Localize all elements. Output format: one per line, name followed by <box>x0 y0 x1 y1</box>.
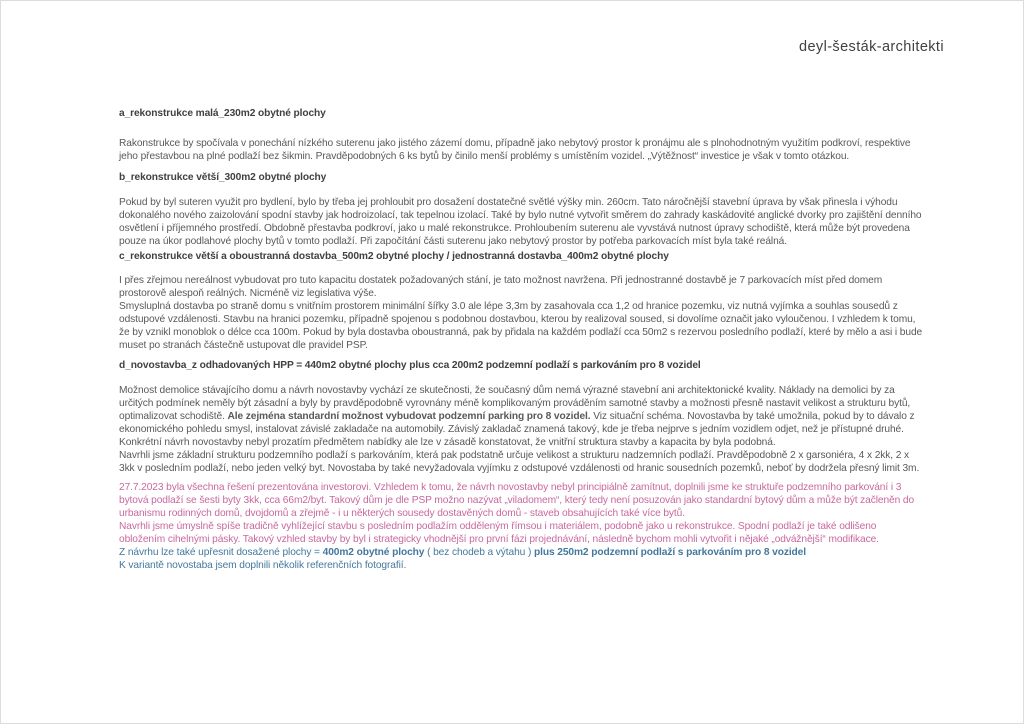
section-d-paragraph-1 <box>119 384 923 449</box>
summary-living-area-highlight: 400m2 obytné plochy <box>322 547 425 558</box>
section-b-paragraph: Pokud by byl suteren využit pro bydlení, bylo by třeba jej prohloubit pro dosažení dostatečné světlé výšky min. 260cm. Tato náročnější stavební úprava by však přinesla i výhodu dokonalého nového zaizolování spodní stavby jak hodroizolací, tak tepelnou izolací. Také by bylo nutné vytvořit směrem do zahrady kaskádovité anglické dvorky pro zajištění denního osvětlení i příjemného prostředí. Obdobně přestavba podkroví, jako u malé rekonstrukce. Prohloubením suterenu ale vyvstává nutnost úpravy schodiště, která může být provedena pouze na úkor podlahové plochy bytů v tomto podlaží. Při započítání části suterenu jako nebytový prostor by potřeba parkovacích míst byla také reálná. <box>119 197 922 247</box>
section-b-heading: b_rekonstrukce větší_300m2 obytné plochy <box>119 172 327 183</box>
section-c-paragraph-1: I přes zřejmou nereálnost vybudovat pro tuto kapacitu dostatek požadovaných stání, je tato možnost navržena. Při jednostranné dostavbě je 7 parkovacích míst před domem prostorově alespoň reálných. Nicméně viz legislativa výše. <box>119 275 883 299</box>
section-d-text-post: Viz situační schéma. Novostavba by také umožnila, pokud by to dávalo z ekonomického pohledu smysl, instalovat závislé zakladače na automobily. Závislý zakladač znamená takový, kde je třeba nejprve s jedním vozidlem odjet, než je přístupné druhé. Konkrétní návrh novostavby nebyl prozatím předmětem nabídky ale lze v zásadě konstatovat, že vnitřní struktura stavby a kapacita by byla podobná. <box>119 411 915 448</box>
section-d-bold-parking-highlight: Ale zejména standardní možnost vybudovat podzemní parking pro 8 vozidel. <box>227 411 591 422</box>
summary-parking-area-highlight: plus 250m2 podzemní podlaží s parkováním pro 8 vozidel <box>533 547 806 558</box>
section-c-heading: c_rekonstrukce větší a oboustranná dostavba_500m2 obytné plochy / jednostranná dostavba_400m2 obytné plochy <box>119 251 669 262</box>
section-b <box>119 171 923 248</box>
summary-line-mid: ( bez chodeb a výtahu ) <box>424 547 534 558</box>
summary-note-blue <box>119 546 923 572</box>
section-c-paragraph-2: Smysluplná dostavba po straně domu s vnitřním prostorem minimální šířky 3.0 ale lépe 3,3m by zasahovala cca 1,2 od hranice pozemku, viz nutná vyjímka a souhlas sousedů z odstupové vzdálenosti. Stavbu na hranici pozemku, případně spojenou s podobnou dostavbou, kterou by realizoval soused, si dovolíme označit jako vyloučenou. I vzhledem k tomu, že by vznikl monoblok o délce cca 100m. Pokud by byla dostavba oboustranná, pak by přidala na každém podlaží cca 50m2 s rezervou posledního podlaží, které by mělo a asi i bude muset po stranách částečně ustupovat dle pravidel PSP. <box>119 301 923 351</box>
section-d-text-pre: Možnost demolice stávajícího domu a návrh novostavby vychází ze skutečnosti, že současný dům nemá výrazné stavební ani architektonické kvality. Náklady na demolici by za určitých podmínek neměly být zásadní a byly by pravděpodobně vyrovnány méně komplikovaným prováděním samotné stavby a možnosti přesně nastavit velikost a strukturu bytů, optimalizovat schodiště. <box>119 385 911 422</box>
section-c <box>119 250 923 352</box>
section-d <box>119 359 923 475</box>
section-a-heading: a_rekonstrukce malá_230m2 obytné plochy <box>119 108 326 119</box>
summary-photos-line: K variantě novostaba jsem doplnili několik referenčních fotografií. <box>119 560 407 571</box>
section-d-heading: d_novostavba_z odhadovaných HPP = 440m2 obytné plochy plus cca 200m2 podzemní podlaží s parkováním pro 8 vozidel <box>119 360 701 371</box>
studio-logo: deyl-šesták-architekti <box>799 39 944 55</box>
document-content <box>119 107 923 572</box>
summary-areas-line <box>119 546 923 559</box>
summary-line-pre: Z návrhu lze také upřesnit dosažené plochy = <box>119 547 323 558</box>
update-note-pink <box>119 481 923 546</box>
section-d-paragraph-2: Navrhli jsme základní strukturu podzemního podlaží s parkováním, která pak podstatně určuje velikost a strukturu nadzemních podlaží. Pravděpodobně 2 x garsoniéra, 4 x 2kk, 2 x 3kk v posledním podlaží, nebo jeden velký byt. Novostaba by také nevyžadovala vyjímku z odstupové vzdálenosti od hranic sousedních pozemků, neboť by dodržela přesný limit 3m. <box>119 450 920 474</box>
update-note-paragraph-2: Navrhli jsme úmyslně spíše tradičně vyhlížející stavbu s posledním podlažím odděleným římsou i materiálem, podobně jako u rekonstrukce. Spodní podlaží je také odlišeno obložením cihelnými pásky. Takový vzhled stavby by byl i strategicky vhodnější pro první fázi projednávání, následně bychom mohli vytvořit i nějaké „odvážnější“ modifikace. <box>119 521 879 545</box>
update-note-paragraph-1: 27.7.2023 byla všechna řešení prezentována investorovi. Vzhledem k tomu, že návrh novostavby nebyl principiálně zamítnut, doplnili jsme ke struktuře podzemního parkování i 3 bytová podlaží se šesti byty 3kk, cca 66m2/byt. Takový dům je dle PSP možno nazývat „viladomem“, který tedy není posuzován jako standardní bytový dům a může být začleněn do urbanismu rodinných domů, dvojdomů a zřejmě - i u některých sousedy dostavěných domů - staveb obsahujících také více bytů. <box>119 482 915 519</box>
section-a <box>119 107 923 163</box>
section-a-paragraph: Rakonstrukce by spočívala v ponechání nízkého suterenu jako jistého zázemí domu, případně jako nebytový prostor k pronájmu ale s plnohodnotným využitím podkroví, respektive jeho přestavbou na plné podlaží bez šikmin. Pravděpodobných 6 ks bytů by činilo menší problémy s umístěním vozidel. „Výtěžnost“ investice je však v tomto otázkou. <box>119 138 911 162</box>
